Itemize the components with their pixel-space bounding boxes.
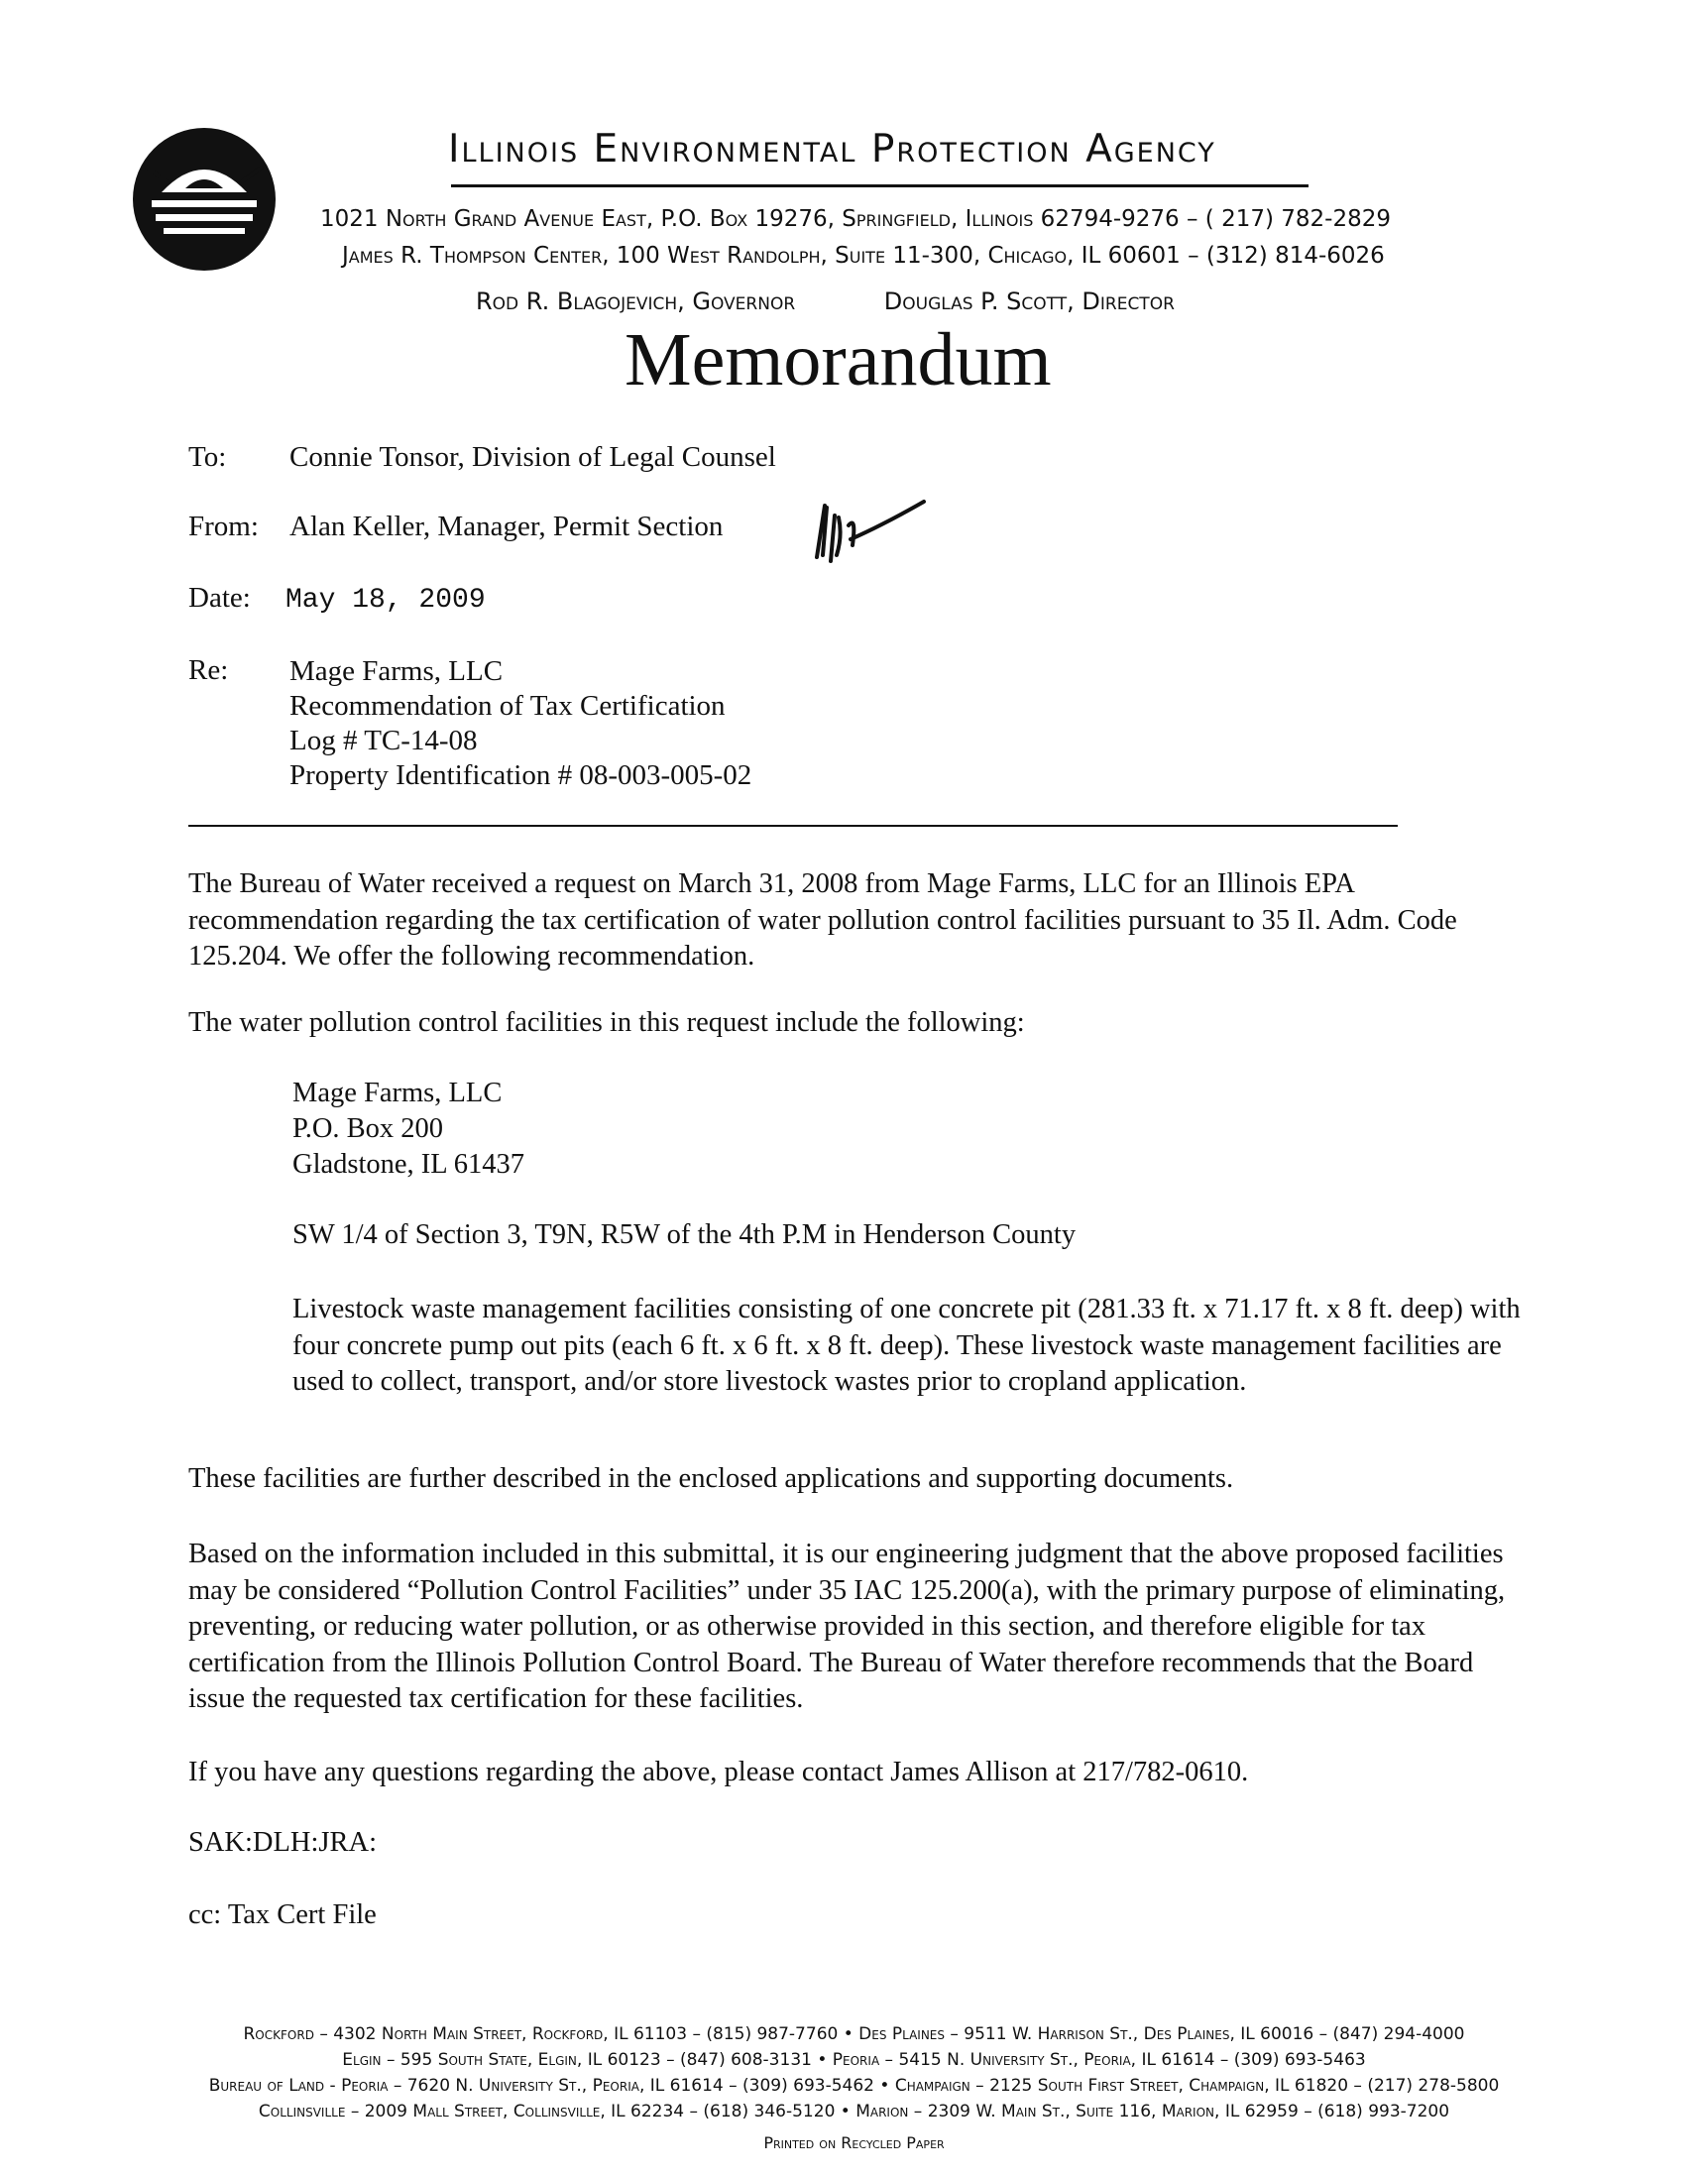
re-company: Mage Farms, LLC (289, 655, 504, 687)
applicant-po-box: P.O. Box 200 (292, 1113, 444, 1144)
recommendation-paragraph: Based on the information included in this submittal, it is our engineering judgment that the above proposed facilities may be considered “Pollution Control Facilities” under 35 IAC 125.200(a), with the primary purpose of eliminating, preventing, or reducing water pollution, or as otherwise provided in this section, and therefore eligible for tax certification from the Illinois Pollution Control Board. The Bureau of Water therefore recommends that the Board issue the requested tax certification for these facilities. (188, 1539, 1506, 1714)
applicant-city: Gladstone, IL 61437 (292, 1149, 525, 1180)
springfield-address: 1021 North Grand Avenue East, P.O. Box 19276, Springfield, Illinois 62794-9276 – ( 217) 782-2829 (320, 206, 1392, 232)
applicant-name: Mage Farms, LLC (292, 1078, 503, 1108)
cc-line: cc: Tax Cert File (188, 1899, 377, 1930)
re-log-number: Log # TC-14-08 (289, 725, 478, 756)
officials-line (476, 287, 1175, 315)
to-label: To: (188, 441, 227, 473)
footer-offices-line-4: Collinsville – 2009 Mall Street, Collinsville, IL 62234 – (618) 346-5120 • Marion – 2309 W. Main St., Suite 116, Marion, IL 62959 – (618) 993-7200 (258, 2102, 1450, 2121)
re-subject: Recommendation of Tax Certification (289, 690, 726, 722)
from-label: From: (188, 511, 259, 542)
facility-description: Livestock waste management facilities consisting of one concrete pit (281.33 ft. x 71.17 ft. x 8 ft. deep) with four concrete pump out pits (each 6 ft. x 6 ft. x 8 ft. deep). These livestock waste management facilities are used to collect, transport, and/or store livestock wastes prior to cropland application. (292, 1294, 1521, 1397)
signature-initials-icon (813, 496, 932, 567)
re-block (289, 654, 751, 793)
enclosed-documents-paragraph: These facilities are further described in the enclosed applications and supporting documents. (188, 1463, 1234, 1494)
from-value: Alan Keller, Manager, Permit Section (289, 511, 724, 542)
recycled-paper-note: Printed on Recycled Paper (763, 2133, 945, 2152)
intro-paragraph: The Bureau of Water received a request on March 31, 2008 from Mage Farms, LLC for an Illinois EPA recommendation regarding the tax certification of water pollution control facilities pursuant to 35 Il. Adm. Code 125.204. We offer the following recommendation. (188, 868, 1457, 972)
applicant-address (292, 1076, 524, 1183)
contact-paragraph: If you have any questions regarding the above, please contact James Allison at 217/782-0610. (188, 1757, 1249, 1787)
governor-name: Rod R. Blagojevich, Governor (476, 287, 796, 315)
director-name: Douglas P. Scott, Director (883, 287, 1175, 315)
facility-location: SW 1/4 of Section 3, T9N, R5W of the 4th P.M in Henderson County (292, 1219, 1077, 1250)
date-value: May 18, 2009 (285, 585, 486, 616)
facilities-intro-paragraph: The water pollution control facilities in this request include the following: (188, 1007, 1025, 1038)
footer-offices-line-3: Bureau of Land - Peoria – 7620 N. University St., Peoria, IL 61614 – (309) 693-5462 • Champaign – 2125 South First Street, Champaign, IL 61820 – (217) 278-5800 (208, 2076, 1500, 2096)
chicago-address: James R. Thompson Center, 100 West Randolph, Suite 11-300, Chicago, IL 60601 – (312) 814-6026 (342, 243, 1385, 269)
footer-offices-line-1: Rockford – 4302 North Main Street, Rockford, IL 61103 – (815) 987-7760 • Des Plaines – 9511 W. Harrison St., Des Plaines, IL 60016 – (847) 294-4000 (243, 2024, 1465, 2044)
re-label: Re: (188, 654, 229, 686)
re-property-id: Property Identification # 08-003-005-02 (289, 759, 752, 791)
agency-name: Illinois Environmental Protection Agency (448, 127, 1216, 172)
reference-initials: SAK:DLH:JRA: (188, 1827, 378, 1858)
to-value: Connie Tonsor, Division of Legal Counsel (289, 441, 776, 473)
date-label: Date: (188, 582, 251, 614)
header-rule (451, 184, 1309, 187)
memo-title: Memorandum (625, 318, 1052, 401)
footer-offices-line-2: Elgin – 595 South State, Elgin, IL 60123 – (847) 608-3131 • Peoria – 5415 N. University St., Peoria, IL 61614 – (309) 693-5463 (342, 2050, 1366, 2070)
body-divider (188, 825, 1398, 827)
illinois-epa-logo-icon (132, 127, 277, 272)
